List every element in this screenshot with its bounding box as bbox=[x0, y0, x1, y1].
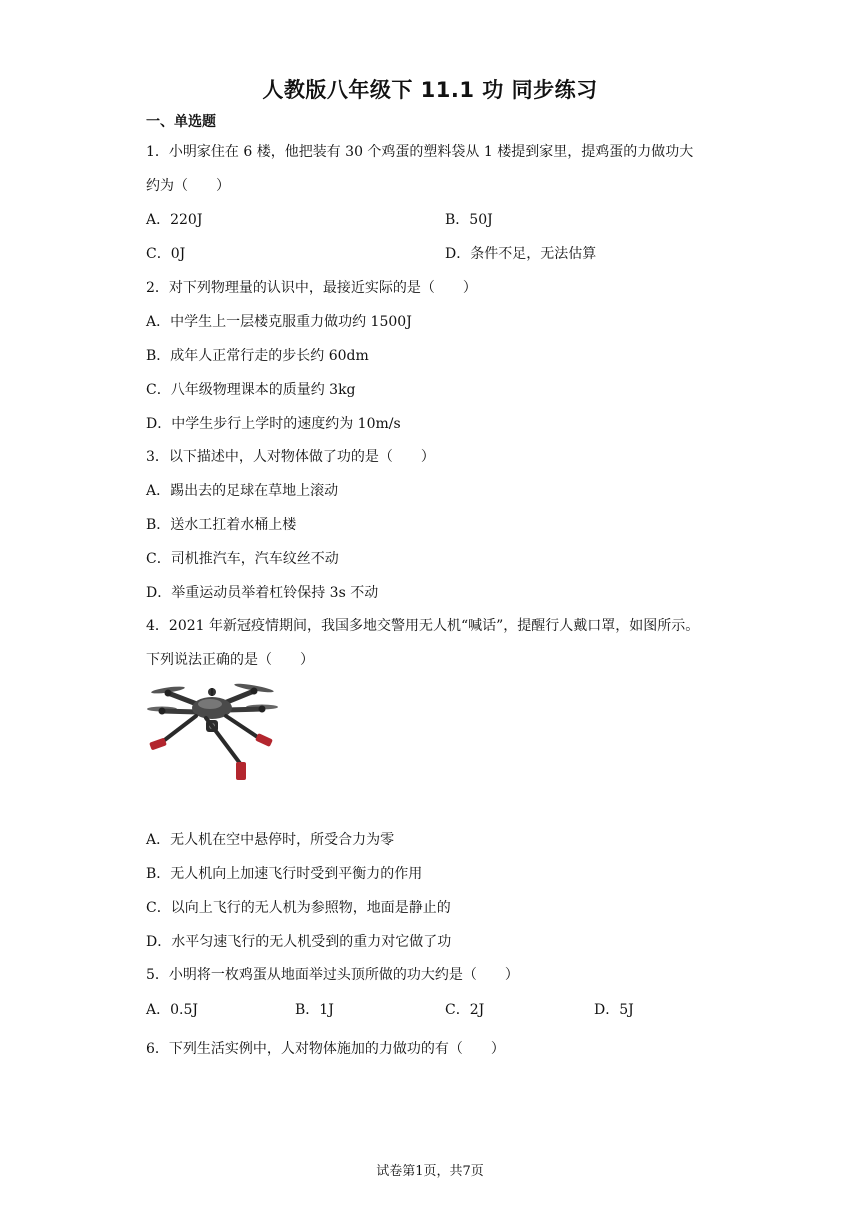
question-5-option-c: C．2J bbox=[445, 1002, 485, 1018]
question-2-option-d: D．中学生步行上学时的速度约为 10m/s bbox=[146, 416, 401, 432]
question-4-option-d: D．水平匀速飞行的无人机受到的重力对它做了功 bbox=[146, 934, 452, 950]
question-5-stem: 5．小明将一枚鸡蛋从地面举过头顶所做的功大约是（ ） bbox=[146, 967, 519, 983]
section-heading: 一、单选题 bbox=[146, 114, 216, 130]
question-4-option-b: B．无人机向上加速飞行时受到平衡力的作用 bbox=[146, 866, 423, 882]
question-2-stem: 2．对下列物理量的认识中，最接近实际的是（ ） bbox=[146, 280, 477, 296]
question-2-option-a: A．中学生上一层楼克服重力做功约 1500J bbox=[146, 314, 412, 330]
question-3-option-c: C．司机推汽车，汽车纹丝不动 bbox=[146, 551, 339, 567]
question-4-stem-line1: 4．2021 年新冠疫情期间，我国多地交警用无人机“喊话”，提醒行人戴口罩，如图所示。 bbox=[146, 618, 700, 634]
question-2-option-b: B．成年人正常行走的步长约 60dm bbox=[146, 348, 369, 364]
question-1-stem-line2: 约为（ ） bbox=[146, 178, 230, 194]
question-5-option-b: B．1J bbox=[295, 1002, 334, 1018]
question-1-option-c: C．0J bbox=[146, 246, 186, 262]
question-1-option-d: D．条件不足，无法估算 bbox=[445, 246, 597, 262]
question-5-option-d: D．5J bbox=[594, 1002, 634, 1018]
question-1-stem-line1: 1．小明家住在 6 楼，他把装有 30 个鸡蛋的塑料袋从 1 楼提到家里，提鸡蛋的力做功大 bbox=[146, 144, 694, 160]
question-2-option-c: C．八年级物理课本的质量约 3kg bbox=[146, 382, 356, 398]
question-4-option-c: C．以向上飞行的无人机为参照物，地面是静止的 bbox=[146, 900, 451, 916]
question-3-option-b: B．送水工扛着水桶上楼 bbox=[146, 517, 297, 533]
page-footer: 试卷第1页，共7页 bbox=[376, 1164, 484, 1179]
question-3-stem: 3．以下描述中，人对物体做了功的是（ ） bbox=[146, 449, 435, 465]
question-4-stem-line2: 下列说法正确的是（ ） bbox=[146, 652, 314, 668]
drone-icon bbox=[144, 676, 280, 788]
page-title: 人教版八年级下 11.1 功 同步练习 bbox=[262, 78, 598, 102]
question-1-option-a: A．220J bbox=[146, 212, 203, 228]
question-4-option-a: A．无人机在空中悬停时，所受合力为零 bbox=[146, 832, 395, 848]
question-3-option-a: A．踢出去的足球在草地上滚动 bbox=[146, 483, 339, 499]
drone-figure bbox=[144, 676, 280, 788]
question-1-option-b: B．50J bbox=[445, 212, 493, 228]
question-6-stem: 6．下列生活实例中，人对物体施加的力做功的有（ ） bbox=[146, 1041, 505, 1057]
question-3-option-d: D．举重运动员举着杠铃保持 3s 不动 bbox=[146, 585, 379, 601]
question-5-option-a: A．0.5J bbox=[146, 1002, 198, 1018]
